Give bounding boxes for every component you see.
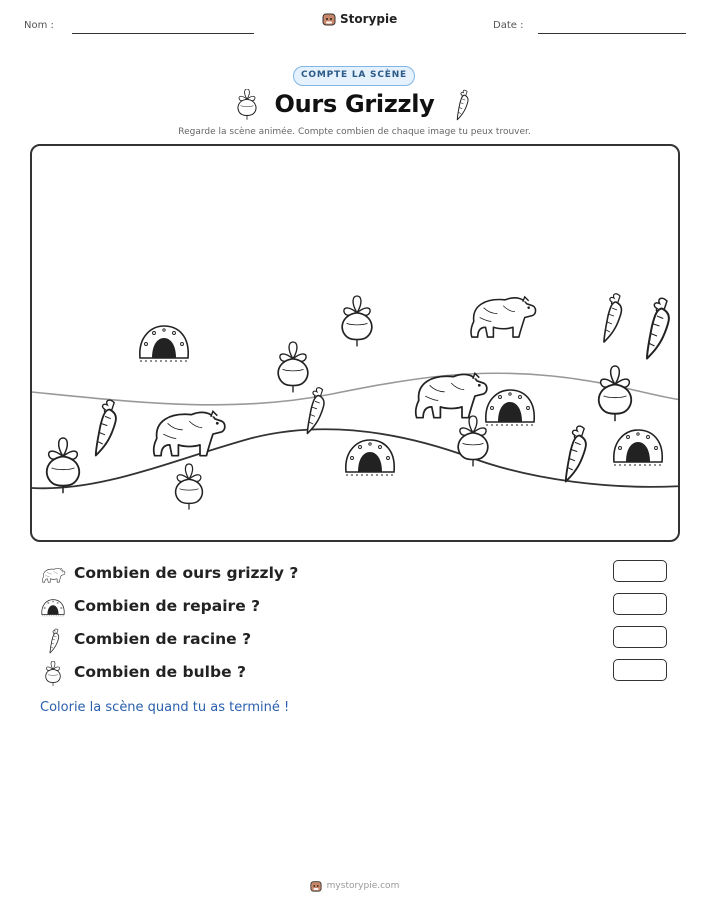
- root-icon: [448, 89, 474, 121]
- date-label: Date :: [493, 20, 524, 31]
- bulb: [47, 438, 79, 493]
- den: [614, 430, 662, 465]
- bulb: [278, 342, 308, 392]
- question-row: [40, 595, 680, 621]
- question-row: [40, 562, 680, 588]
- bulb: [342, 296, 372, 346]
- question-row: [40, 661, 680, 687]
- bulb: [176, 464, 203, 510]
- root: [96, 400, 116, 455]
- root: [307, 388, 324, 434]
- name-line[interactable]: [72, 33, 254, 34]
- scene-illustration: [32, 146, 680, 542]
- answer-box-dens[interactable]: [613, 593, 667, 615]
- den: [140, 326, 188, 361]
- storypie-mascot-icon: [322, 12, 336, 26]
- root: [647, 298, 669, 358]
- den-icon: [40, 595, 66, 621]
- question-row: [40, 628, 680, 654]
- bear-icon: [40, 562, 66, 588]
- question-text: Combien de bulbe ?: [74, 663, 246, 681]
- question-text: Combien de racine ?: [74, 630, 252, 648]
- root-icon: [40, 628, 66, 654]
- root: [566, 426, 586, 481]
- brand-name: Storypie: [340, 12, 398, 26]
- footer-url: mystorypie.com: [326, 881, 400, 891]
- den: [346, 440, 394, 475]
- storypie-mascot-icon: [310, 880, 322, 892]
- question-text: Combien de repaire ?: [74, 597, 261, 615]
- question-text: Combien de ours grizzly ?: [74, 564, 299, 582]
- bear: [471, 297, 536, 337]
- answer-box-bears[interactable]: [613, 560, 667, 582]
- counting-scene: [30, 144, 680, 542]
- answer-box-roots[interactable]: [613, 626, 667, 648]
- bulb-icon: [40, 661, 66, 687]
- brand-logo: [322, 12, 397, 26]
- den: [486, 390, 534, 425]
- page-subtitle: Regarde la scène animée. Compte combien de chaque image tu peux trouver.: [178, 127, 531, 137]
- answer-box-bulbs[interactable]: [613, 659, 667, 681]
- date-line[interactable]: [538, 33, 686, 34]
- root: [604, 294, 622, 342]
- worksheet-badge: COMPTE LA SCÈNE: [293, 66, 415, 86]
- name-label: Nom :: [24, 20, 54, 31]
- page-title: Ours Grizzly: [274, 90, 435, 118]
- coloring-instruction: Colorie la scène quand tu as terminé !: [40, 700, 290, 715]
- bulb: [458, 416, 488, 466]
- footer: [0, 880, 709, 892]
- bulb: [599, 366, 631, 421]
- bear: [416, 373, 487, 417]
